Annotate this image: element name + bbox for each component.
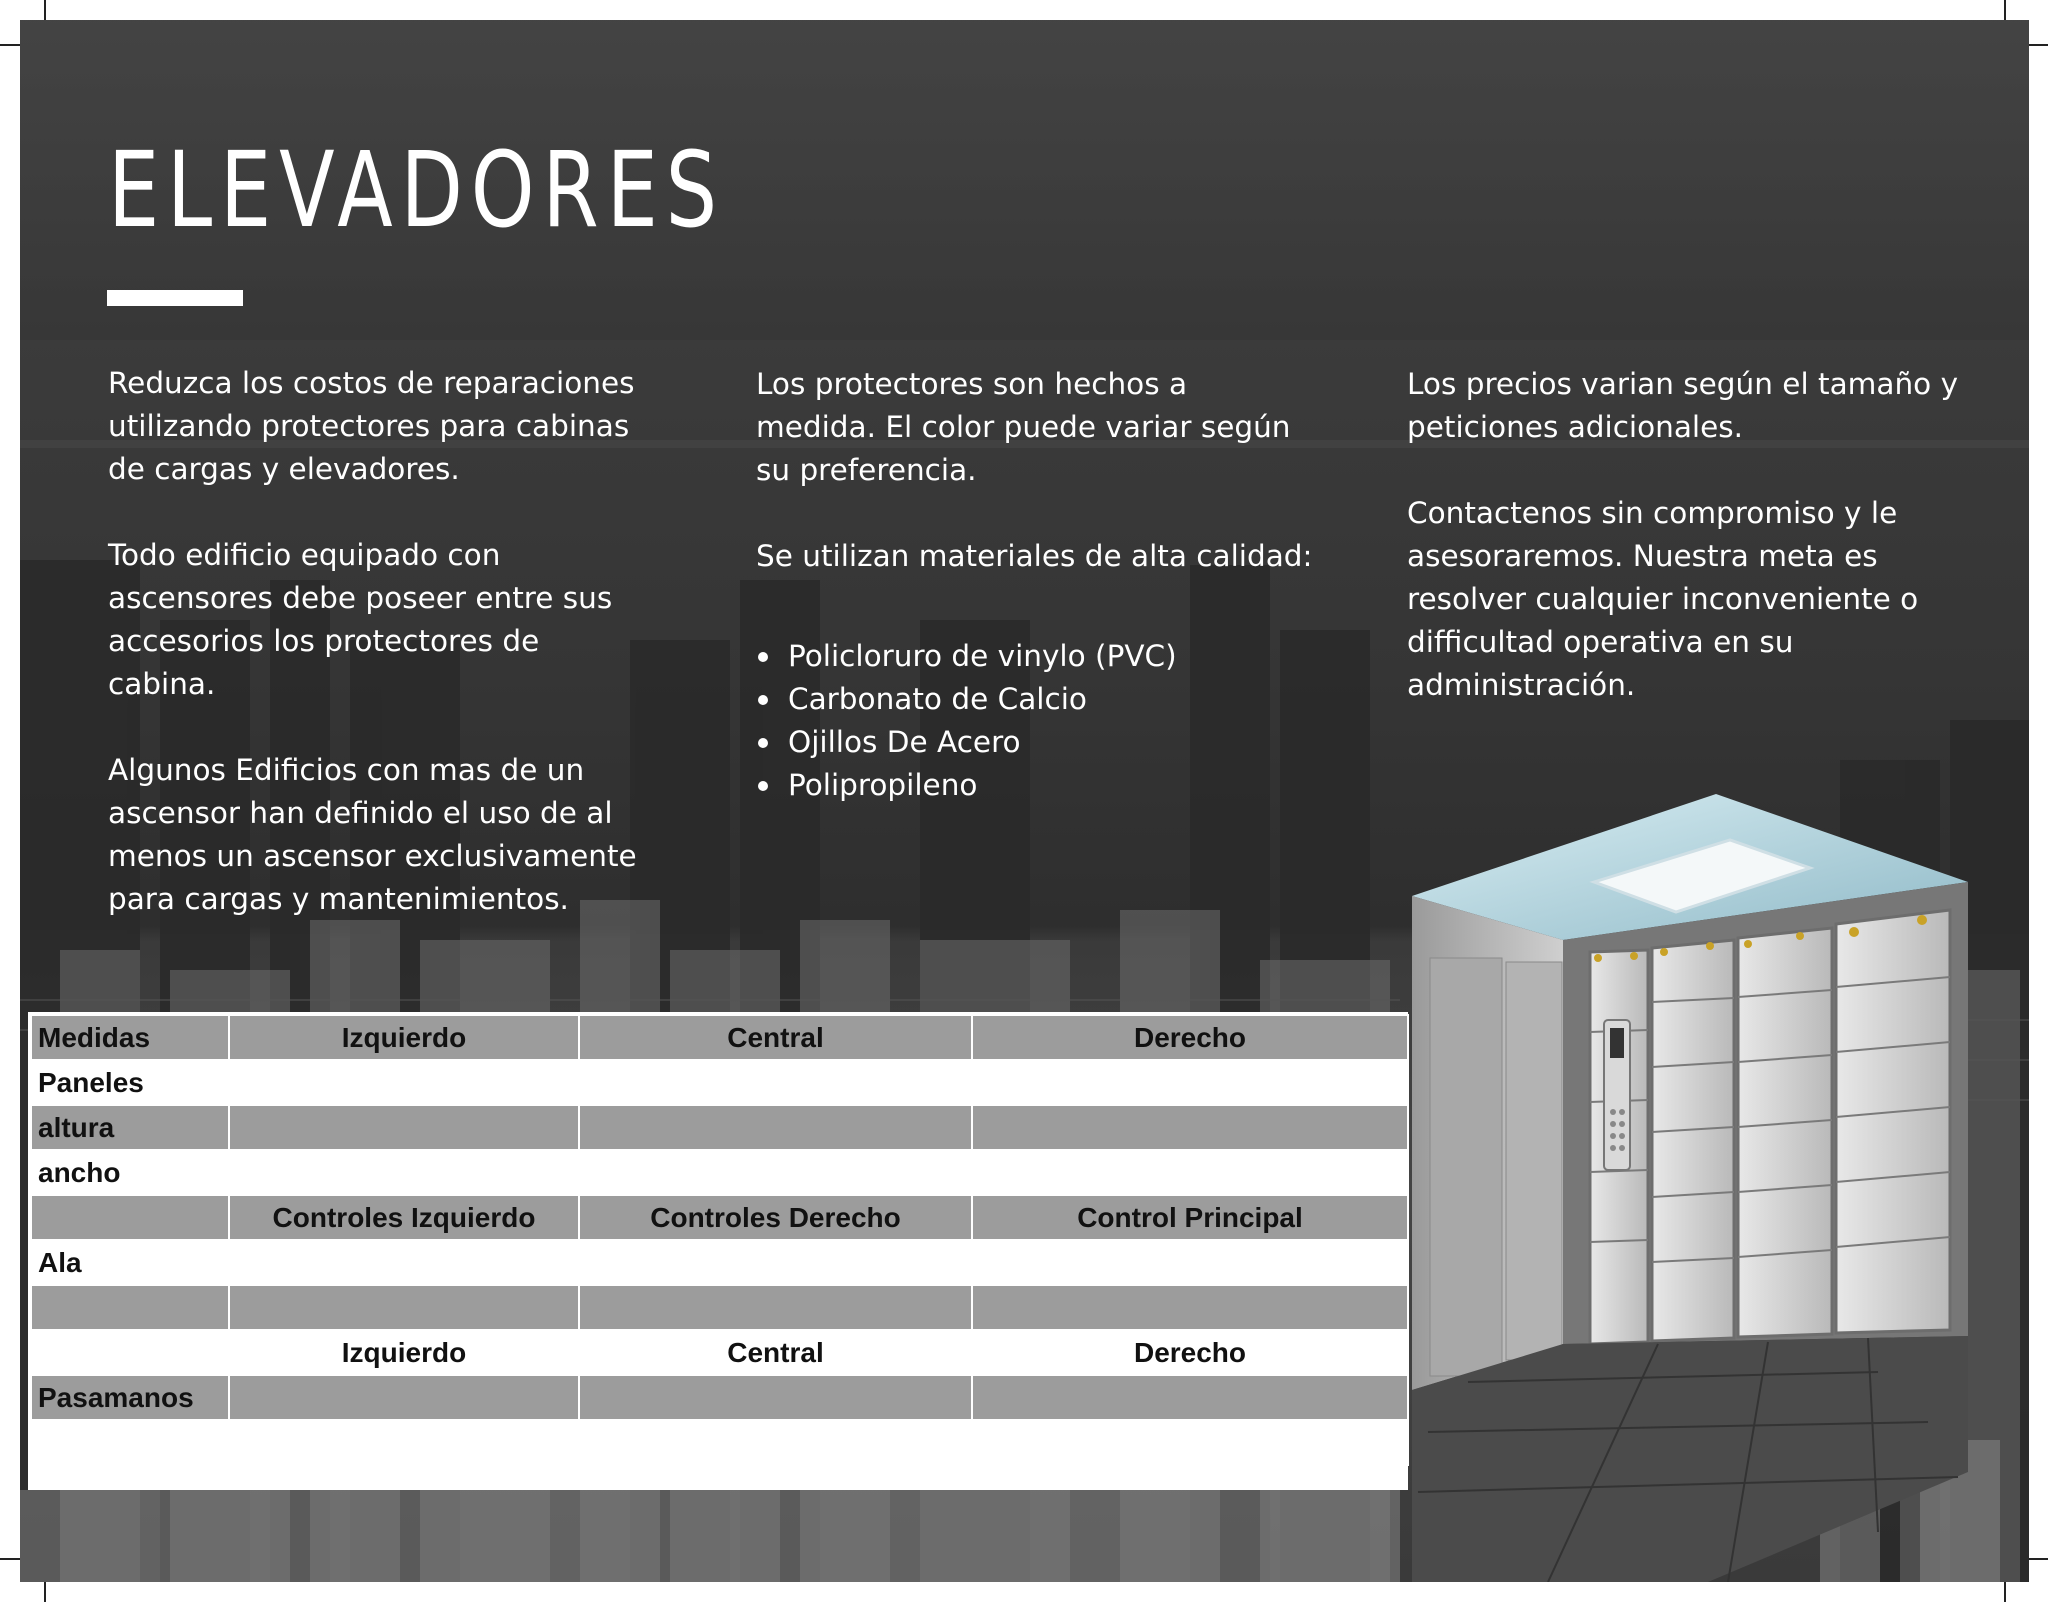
pasamanos-header-cell: Derecho	[972, 1330, 1408, 1375]
table-header-cell: Medidas	[31, 1015, 229, 1060]
measurements-table	[30, 1014, 1409, 1466]
table-cell[interactable]	[579, 1420, 972, 1465]
brochure-panel	[20, 20, 2029, 1582]
crop-mark-top-left	[44, 0, 46, 22]
crop-mark-bottom-right	[2004, 1582, 2006, 1602]
list-item: Polipropileno	[788, 764, 1316, 807]
controls-header-cell: Control Principal	[972, 1195, 1408, 1240]
table-cell[interactable]	[229, 1060, 579, 1105]
table-row	[31, 1150, 1408, 1195]
table-cell[interactable]	[972, 1375, 1408, 1420]
table-row	[31, 1105, 1408, 1150]
pasamanos-header-row	[31, 1330, 1408, 1375]
table-cell[interactable]	[972, 1420, 1408, 1465]
row-label-pasamanos: Pasamanos	[31, 1375, 229, 1420]
table-cell[interactable]	[229, 1285, 579, 1330]
materials-list	[756, 635, 1316, 807]
table-row	[31, 1420, 1408, 1465]
title-underline	[107, 290, 243, 306]
table-cell[interactable]	[972, 1285, 1408, 1330]
materials-paragraph-2: Se utilizan materiales de alta calidad:	[756, 539, 1313, 573]
table-row	[31, 1240, 1408, 1285]
list-item: Policloruro de vinylo (PVC)	[788, 635, 1316, 678]
controls-header-cell: Controles Derecho	[579, 1195, 972, 1240]
crop-mark-top-right	[2004, 0, 2006, 22]
table-cell[interactable]	[229, 1240, 579, 1285]
table-cell[interactable]	[972, 1240, 1408, 1285]
table-header-cell: Izquierdo	[229, 1015, 579, 1060]
table-cell	[31, 1195, 229, 1240]
crop-mark-left-top	[0, 44, 20, 46]
table-row	[31, 1060, 1408, 1105]
controls-header-row	[31, 1195, 1408, 1240]
intro-paragraph-1: Reduzca los costos de reparaciones utilizando protectores para cabinas de cargas y elevadores.	[108, 366, 635, 486]
contact-column	[1407, 363, 1967, 750]
table-cell[interactable]	[229, 1375, 579, 1420]
table-cell[interactable]	[579, 1375, 972, 1420]
materials-paragraph-1: Los protectores son hechos a medida. El color puede variar según su preferencia.	[756, 367, 1291, 487]
list-item: Ojillos De Acero	[788, 721, 1316, 764]
crop-mark-bottom-left	[44, 1582, 46, 1602]
intro-paragraph-2: Todo edificio equipado con ascensores debe poseer entre sus accesorios los protectores de cabina.	[108, 538, 613, 701]
table-cell[interactable]	[229, 1150, 579, 1195]
table-row	[31, 1375, 1408, 1420]
row-label-paneles: Paneles	[31, 1060, 229, 1105]
crop-mark-left-bottom	[0, 1558, 20, 1560]
table-cell[interactable]	[229, 1105, 579, 1150]
intro-column	[108, 362, 648, 964]
crop-mark-right-bottom	[2029, 1558, 2048, 1560]
table-cell[interactable]	[579, 1105, 972, 1150]
controls-header-cell: Controles Izquierdo	[229, 1195, 579, 1240]
row-label-ancho: ancho	[31, 1150, 229, 1195]
table-cell[interactable]	[579, 1150, 972, 1195]
elevator-cabin-illustration	[1408, 772, 1968, 1582]
table-cell[interactable]	[579, 1240, 972, 1285]
list-item: Carbonato de Calcio	[788, 678, 1316, 721]
pricing-paragraph: Los precios varian según el tamaño y peticiones adicionales.	[1407, 367, 1959, 444]
contact-paragraph: Contactenos sin compromiso y le asesoraremos. Nuestra meta es resolver cualquier inconveniente o difficultad operativa en su administración.	[1407, 496, 1919, 702]
table-header-cell: Derecho	[972, 1015, 1408, 1060]
materials-column	[756, 363, 1316, 807]
table-cell[interactable]	[972, 1150, 1408, 1195]
crop-mark-right-top	[2029, 44, 2048, 46]
pasamanos-header-cell: Izquierdo	[229, 1330, 579, 1375]
table-cell[interactable]	[31, 1420, 229, 1465]
table-header-cell: Central	[579, 1015, 972, 1060]
table-cell[interactable]	[229, 1420, 579, 1465]
table-cell	[31, 1330, 229, 1375]
table-cell[interactable]	[972, 1060, 1408, 1105]
row-label-altura: altura	[31, 1105, 229, 1150]
row-label-ala: Ala	[31, 1240, 229, 1285]
measurements-table-container	[28, 1012, 1408, 1490]
intro-paragraph-3: Algunos Edificios con mas de un ascensor han definido el uso de al menos un ascensor exclusivamente para cargas y mantenimientos.	[108, 753, 637, 916]
table-cell[interactable]	[972, 1105, 1408, 1150]
table-cell[interactable]	[579, 1285, 972, 1330]
table-cell[interactable]	[31, 1285, 229, 1330]
table-row	[31, 1285, 1408, 1330]
table-cell[interactable]	[579, 1060, 972, 1105]
page-title: ELEVADORES	[108, 129, 725, 251]
pasamanos-header-cell: Central	[579, 1330, 972, 1375]
table-header-row	[31, 1015, 1408, 1060]
